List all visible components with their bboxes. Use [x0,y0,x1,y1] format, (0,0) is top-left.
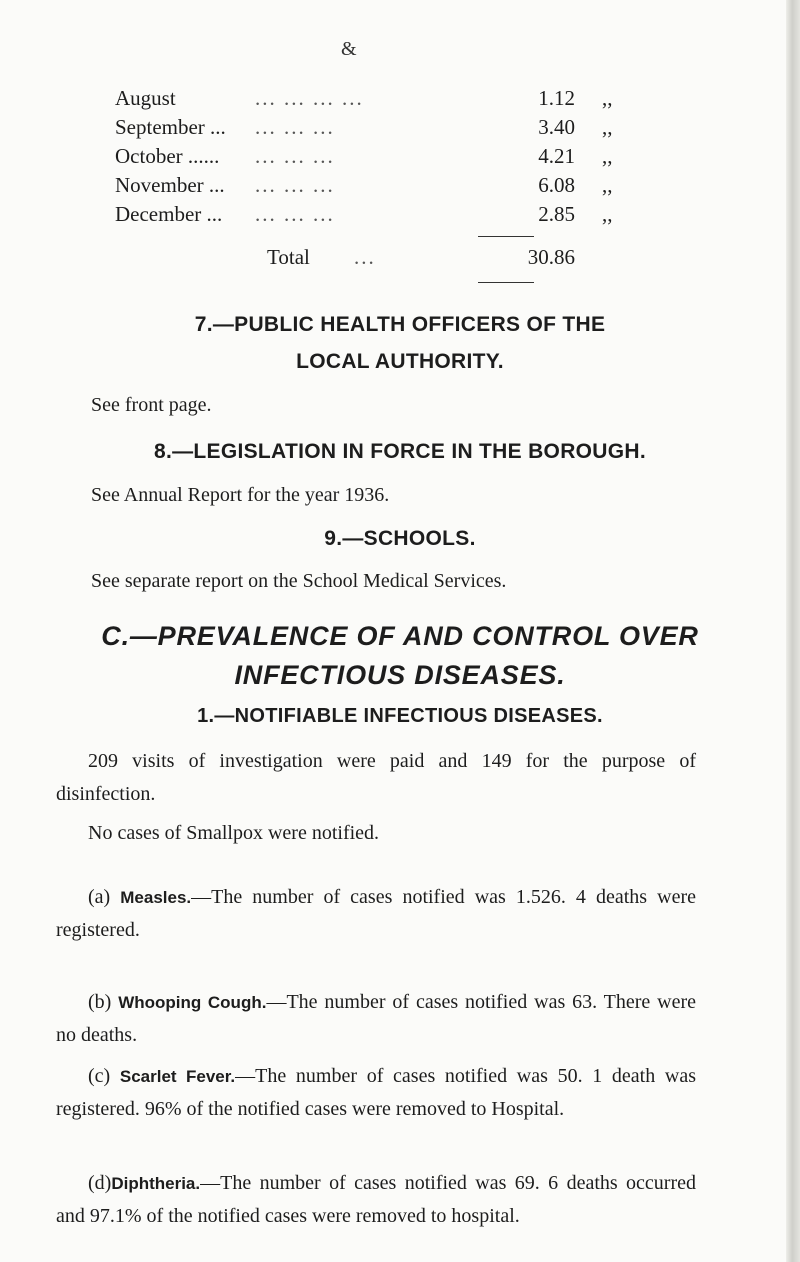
ditto-mark: ,, [602,173,613,197]
measles-label: Measles. [120,888,192,907]
section-8-heading: 8.—LEGISLATION IN FORCE IN THE BOROUGH. [154,440,646,463]
ditto-mark: ,, [602,202,613,226]
month-label: November ... [115,173,225,197]
measles-prefix: (a) [88,886,111,908]
ditto-mark: ,, [602,86,613,110]
section-9-text: See separate report on the School Medical Services. [91,570,507,592]
measles-text: —The number of cases notified was 1.526. 4 deaths were registered. [56,886,696,941]
month-value: 1.12 [538,86,575,110]
total-label: Total [267,245,310,269]
top-mark: & [341,38,357,60]
section-8-text: See Annual Report for the year 1936. [91,484,390,506]
total-value: 30.86 [527,245,575,269]
month-value: 4.21 [538,144,575,168]
table-row [115,173,675,203]
scarlet-text: —The number of cases notified was 50. 1 death was registered. 96% of the notified cases were removed to Hospital. [56,1065,697,1120]
whooping-prefix: (b) [88,991,112,1013]
visits-paragraph [56,745,696,811]
smallpox-text: No cases of Smallpox were notified. [88,822,380,844]
diphtheria-text: —The number of cases notified was 69. 6 deaths occurred and 97.1% of the notified cases were removed to hospital. [56,1172,696,1227]
smallpox-paragraph [56,817,696,850]
diphtheria-prefix: (d) [88,1172,112,1194]
ditto-mark: ,, [602,144,613,168]
scarlet-prefix: (c) [88,1065,111,1087]
notifiable-diseases-heading: 1.—NOTIFIABLE INFECTIOUS DISEASES. [197,705,603,727]
scarlet-fever-paragraph [56,1060,696,1126]
table-row [115,202,675,232]
section-7-heading-line2: LOCAL AUTHORITY. [296,350,504,373]
section-c-heading-line1: C.—PREVALENCE OF AND CONTROL OVER [101,621,699,651]
measles-paragraph [56,881,696,947]
section-7-text: See front page. [91,394,212,416]
month-label: August [115,86,176,110]
leader-dots: ... ... ... [255,202,335,226]
month-value: 6.08 [538,173,575,197]
whooping-cough-paragraph [56,986,696,1052]
whooping-label: Whooping Cough. [118,993,267,1012]
table-row [115,86,675,116]
table-rule-bottom [478,282,534,283]
ditto-mark: ,, [602,115,613,139]
leader-dots: ... ... ... ... [255,86,364,110]
visits-text: 209 visits of investigation were paid and 149 for the purpose of disinfection. [56,750,696,805]
leader-dots: ... ... ... [255,173,335,197]
table-rule-top [478,236,534,237]
scarlet-label: Scarlet Fever. [119,1067,236,1086]
month-value: 3.40 [538,115,575,139]
whooping-text: —The number of cases notified was 63. There were no deaths. [56,991,697,1046]
section-c-heading-line2: INFECTIOUS DISEASES. [234,660,566,690]
month-label: December ... [115,202,223,226]
table-row [115,115,675,145]
month-value: 2.85 [538,202,575,226]
section-9-heading: 9.—SCHOOLS. [324,527,476,550]
leader-dots: ... ... ... [255,144,335,168]
leader-dots: ... ... ... [255,115,335,139]
table-row [115,144,675,174]
leader-dots: ... [354,245,376,269]
diphtheria-paragraph [56,1167,696,1233]
section-7-heading-line1: 7.—PUBLIC HEALTH OFFICERS OF THE [194,313,606,336]
month-label: September ... [115,115,226,139]
diphtheria-label: Diphtheria. [111,1174,201,1193]
month-label: October ...... [115,144,220,168]
